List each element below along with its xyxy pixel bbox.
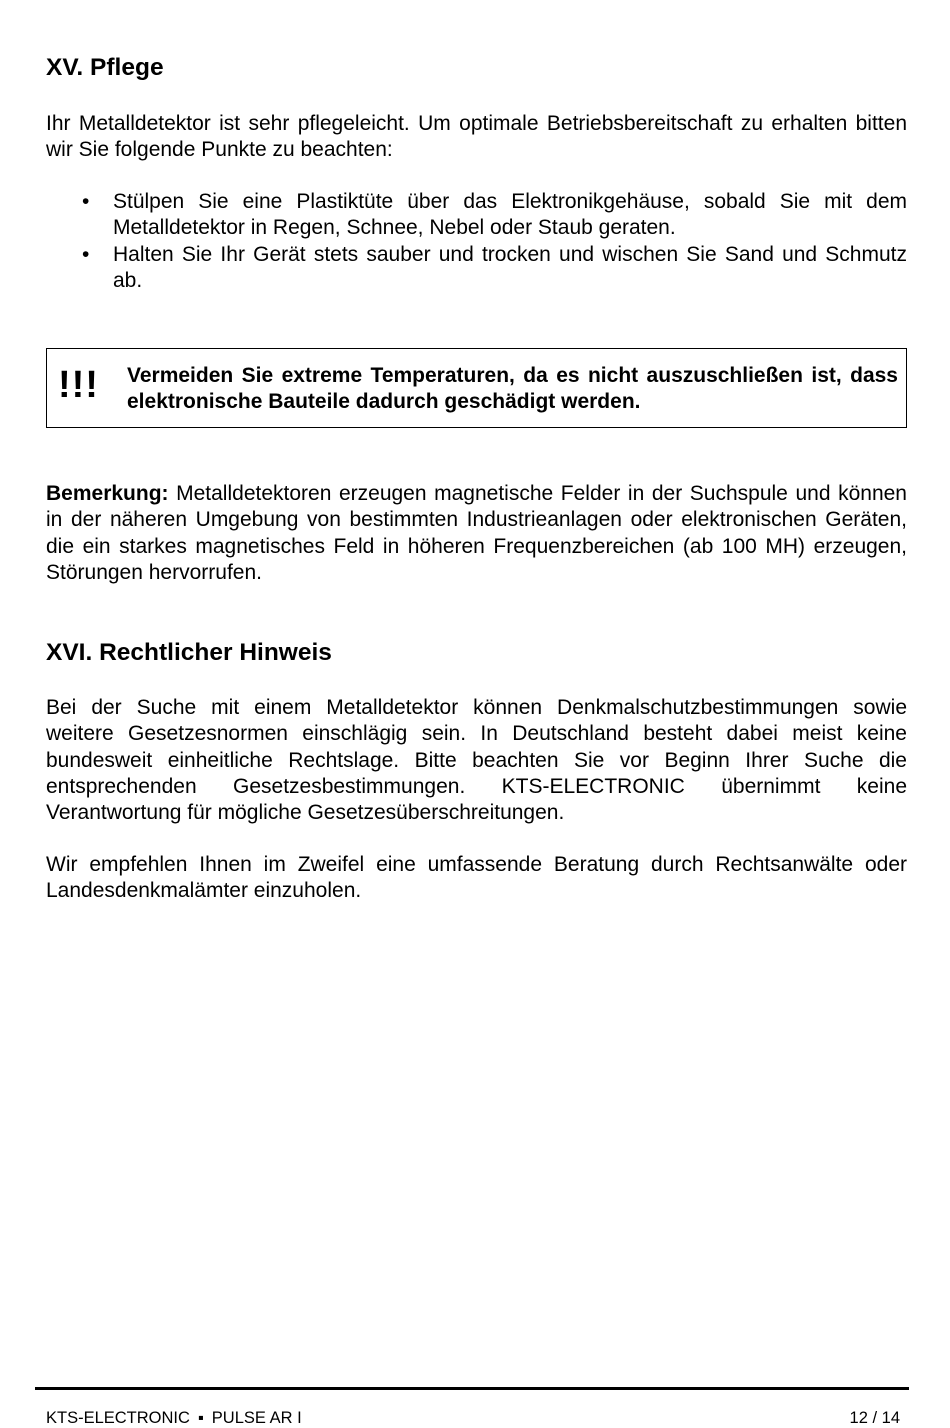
footer-product: PULSE AR I bbox=[211, 1409, 302, 1427]
list-item bbox=[46, 242, 907, 295]
legal-paragraph-1: Bei der Suche mit einem Metalldetektor können Denkmalschutzbestimmungen sowie weitere Gesetzesnormen einschlägig sein. In Deutschland besteht dabei meist keine bundesweit einheitliche Rechtslage. Bitte beachten Sie vor Beginn Ihrer Suche die entsprechenden Gesetzesbestimmungen. KTS-ELECTRONIC übernimmt keine Verantwortung für mögliche Gesetzesüberschreitungen. bbox=[46, 696, 907, 825]
care-bullet-list bbox=[46, 189, 907, 294]
bullet-icon: • bbox=[82, 190, 90, 213]
section-title-pflege: XV. Pflege bbox=[46, 54, 164, 81]
footer-company: KTS-ELECTRONIC bbox=[46, 1409, 190, 1427]
warning-exclamation-icon: !!! bbox=[58, 364, 99, 406]
section-intro-paragraph: Ihr Metalldetektor ist sehr pflegeleicht. Um optimale Betriebsbereitschaft zu erhalten bitten wir Sie folgende Punkte zu beachten: bbox=[46, 112, 907, 162]
remark-label: Bemerkung: bbox=[46, 482, 169, 505]
footer-brand bbox=[46, 1408, 302, 1428]
page-number: 12 / 14 bbox=[849, 1409, 900, 1427]
warning-text: Vermeiden Sie extreme Temperaturen, da es nicht auszuschließen ist, dass elektronische Bauteile dadurch geschädigt werden. bbox=[127, 364, 898, 414]
bullet-icon: • bbox=[82, 242, 90, 266]
remark-text: Metalldetektoren erzeugen magnetische Felder in der Suchspule und können in der näheren Umgebung von bestimmten Industrieanlagen oder elektronischen Geräten, die ein starkes magnetisches Feld in höheren Frequenzbereichen (ab 100 MH) erzeugen, Störungen hervorrufen. bbox=[46, 482, 907, 584]
bullet-text: Stülpen Sie eine Plastiktüte über das Elektronikgehäuse, sobald Sie mit dem Metalldetektor in Regen, Schnee, Nebel oder Staub geraten. bbox=[113, 190, 907, 240]
bullet-text: Halten Sie Ihr Gerät stets sauber und trocken und wischen Sie Sand und Schmutz ab. bbox=[113, 242, 907, 292]
legal-paragraph-2: Wir empfehlen Ihnen im Zweifel eine umfassende Beratung durch Rechtsanwälte oder Landesdenkmalämter einzuholen. bbox=[46, 853, 907, 903]
remark-paragraph bbox=[46, 481, 907, 586]
footer-divider bbox=[35, 1387, 909, 1390]
section-title-legal-notice: XVI. Rechtlicher Hinweis bbox=[46, 639, 332, 666]
footer-separator-icon: ▪ bbox=[197, 1409, 204, 1427]
list-item bbox=[46, 189, 907, 242]
warning-box bbox=[46, 348, 907, 428]
